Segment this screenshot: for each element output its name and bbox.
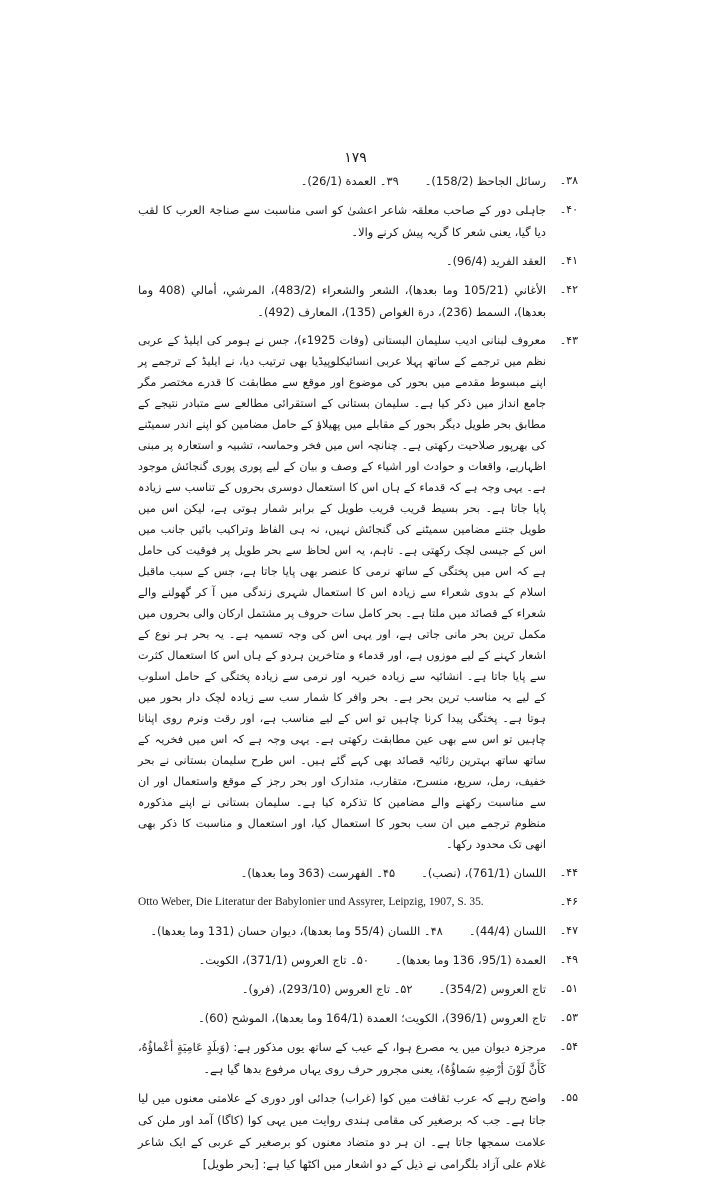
footnote-number: ۴۹۔ — [559, 953, 578, 966]
footnote-citation: Otto Weber, Die Literatur der Babylonier und Assyrer, Leipzig, 1907, S. 35. — [138, 896, 484, 908]
footnote-number: ۴۱۔ — [559, 254, 578, 267]
footnote-text: العقد الفريد (96/4)۔ — [445, 254, 546, 268]
footnote-row — [138, 170, 546, 192]
footnote-49 — [138, 949, 578, 971]
footnote-text: رسائل الجاحظ (158/2)۔ — [424, 174, 546, 188]
footnote-text: مرجزہ دیوان میں یہ مصرع ہوا، کے عیب کے ساتھ یوں مذکور ہے: (وَبلَدٍ عَامِيَةٍ أعْماؤُهُ، كَأَنَّ لَوْنَ أرْضِهِ سَماؤُهُ)، یعنی مجرور حرف روی یہاں مرفوع بدھا گیا ہے۔ — [138, 1040, 546, 1076]
footnote-row — [138, 978, 546, 1000]
footnote-text: جاہلی دور کے صاحب معلقہ شاعر اعشیٰ کو اسی مناسبت سے صناجۃ العرب کا لقب دیا گیا، یعنی شعر کا گریہ پیش کرنے والا۔ — [138, 203, 546, 239]
footnote-text: الأغاني (105/21 وما بعدها)، الشعر والشعراء (483/2)، المرشي، أمالي (408 وما بعدها)، السمط (236)، درة الغواص (135)، المعارف (492)۔ — [138, 283, 546, 319]
footnotes-list — [138, 170, 578, 1182]
footnote-42 — [138, 279, 578, 323]
footnote-text: معروف لبنانی ادیب سلیمان البستانی (وفات 1925ء)، جس نے ہومر کی ایلیڈ کے عربی نظم میں ترجمے کے ساتھ پہلا عربی انسائیکلوپیڈیا بھی ترتیب دیا، نے ایلیڈ کے ترجمے پر اپنے مبسوط مقدمے میں بحور کی موضوع اور موقع سے مطابقت کا قدرے مختصر مگر جامع انداز میں ذکر کیا ہے۔ سلیمان بستانی کے استقرائی مطالعے سے متبادر نتیجے کے مطابق بحر طویل دیگر بحور کے مقابلے میں پھیلاؤ کے حامل مضامین کو اپنے اندر سمیٹنے کی بھرپور صلاحیت رکھتی ہے۔ چنانچہ اس میں فخر وحماسہ، تشبیہ و استعارہ پر مبنی اظہاریے، واقعات و حوادث اور اشیاء کے وصف و بیان کے لیے پوری پوری گنجائش موجود ہے۔ یہی وجہ ہے کہ قدماء کے ہاں اس کا استعمال دوسری بحروں کے تناسب سے زیادہ پایا جاتا ہے۔ بحر بسیط قریب قریب طویل کے برابر شمار ہوتی ہے، لیکن اس میں طویل جتنے مضامین سمیٹنے کی گنجائش نہیں، نہ ہی الفاظ وتراکیب بائیں جانب میں اس کے جیسی لچک رکھتی ہے۔ تاہم، یہ اس لحاظ سے بحر طویل پر فوقیت کی حامل ہے کہ اس میں پختگی کے ساتھ نرمی کا عنصر بھی پایا جاتا ہے، جس کے سبب ماقبل اسلام کے بدوی شعراء سے زیادہ اس کا استعمال شہری زندگی میں آ کر گھولنے والے شعراء کے قصائد میں ملتا ہے۔ بحر کامل سات حروف پر مشتمل ارکان والی بحروں میں مکمل ترین بحر مانی جاتی ہے، اور یہی اس کی وجہ تسمیہ ہے۔ یہ بحر ہر نوع کے اشعار کہنے کے لیے موزوں ہے، اور قدماء و متاخرین ہردو کے ہاں اس کا استعمال کثرت سے پایا جاتا ہے۔ انشائیہ سے زیادہ خبریہ اور نرمی سے زیادہ پختگی کے حامل اسلوب کے لیے یہ مناسب ترین بحر ہے۔ بحر وافر کا شمار سب سے زیادہ لچک دار بحور میں ہوتا ہے۔ پختگی پیدا کرنا چاہیں تو اس کے لیے مناسب ہے، اور رقت ونرم روی اپنانا چاہیں تو اس سے بھی عین مطابقت رکھتی ہے۔ یہی وجہ ہے کہ اس میں فخریہ کے ساتھ ساتھ بہترین رثائیہ قصائد بھی کہے گئے ہیں۔ اس طرح سلیمان بستانی نے بحر خفیف، رمل، سریع، منسرح، متقارب، متدارک اور بحر رجز کے موقع واستعمال اور ان سے مناسبت رکھنے والے مضامین کا تذکرہ کیا ہے۔ سلیمان بستانی نے اپنے مذکورہ منظوم ترجمے میں ان سب بحور کا استعمال کیا، اور استعمال و مناسبت کا ذکر بھی انھی تک محدود رکھا۔ — [138, 334, 546, 851]
footnote-text: اللسان (44/4)۔ — [468, 924, 546, 938]
footnote-number: ۴۳۔ — [559, 334, 578, 347]
footnote-text: ۵۰۔ تاج العروس (371/1)، الكويت۔ — [198, 953, 370, 967]
footnote-40 — [138, 199, 578, 243]
footnote-number: ۴۰۔ — [559, 203, 578, 216]
footnote-text: ۴۵۔ الفهرست (363 وما بعدها)۔ — [240, 866, 396, 880]
page-number: ۱۷۹ — [344, 150, 367, 166]
footnote-row — [138, 920, 546, 942]
footnote-38 — [138, 170, 578, 192]
footnote-number: ۴۴۔ — [559, 866, 578, 879]
footnote-text: العمدة (95/1، 136 وما بعدها)۔ — [395, 953, 546, 967]
footnote-55 — [138, 1087, 578, 1175]
footnote-text: ۳۹۔ العمدة (26/1)۔ — [300, 174, 399, 188]
footnote-43 — [138, 330, 578, 855]
footnote-number: ۴۲۔ — [559, 283, 578, 296]
footnote-number: ۴۷۔ — [559, 924, 578, 937]
footnote-44 — [138, 862, 578, 884]
footnote-text: تاج العروس (396/1)، الكويت؛ العمدة (164/1 وما بعدها)، الموشح (60)۔ — [198, 1011, 546, 1025]
footnote-text: ۴۸۔ اللسان (55/4 وما بعدها)، ديوان حسان (131 وما بعدها)۔ — [150, 924, 443, 938]
footnote-47 — [138, 920, 578, 942]
footnote-41 — [138, 250, 578, 272]
footnote-text: تاج العروس (354/2)۔ — [438, 982, 546, 996]
footnote-number: ۴۶۔ — [559, 895, 578, 908]
footnote-number: ۵۱۔ — [559, 982, 578, 995]
footnote-53 — [138, 1007, 578, 1029]
footnote-number: ۵۳۔ — [559, 1011, 578, 1024]
footnote-text: اللسان (761/1)، (نصب)۔ — [421, 866, 546, 880]
footnote-number: ۵۵۔ — [559, 1091, 578, 1104]
footnote-text: واضح رہے کہ عرب ثقافت میں کوا (غراب) جدائی اور دوری کے علامتی معنوں میں لیا جاتا ہے۔ جب کہ برصغیر کی مقامی ہندی روایت میں یہی کوا (کاگا) آمد اور ملن کی علامت سمجھا جاتا ہے۔ ان ہر دو متضاد معنوں کو برصغیر کے عربی کے ایک شاعر غلام علی آزاد بلگرامی نے ذیل کے دو اشعار میں اکٹھا کیا ہے: [بحر طویل] — [138, 1091, 546, 1171]
footnote-row — [138, 949, 546, 971]
footnote-number: ۵۴۔ — [559, 1040, 578, 1053]
footnote-46 — [138, 891, 578, 913]
footnote-51 — [138, 978, 578, 1000]
footnote-row — [138, 862, 546, 884]
footnote-text: ۵۲۔ تاج العروس (293/10)، (فرو)۔ — [241, 982, 413, 996]
footnote-54 — [138, 1036, 578, 1080]
footnote-number: ۳۸۔ — [559, 174, 578, 187]
